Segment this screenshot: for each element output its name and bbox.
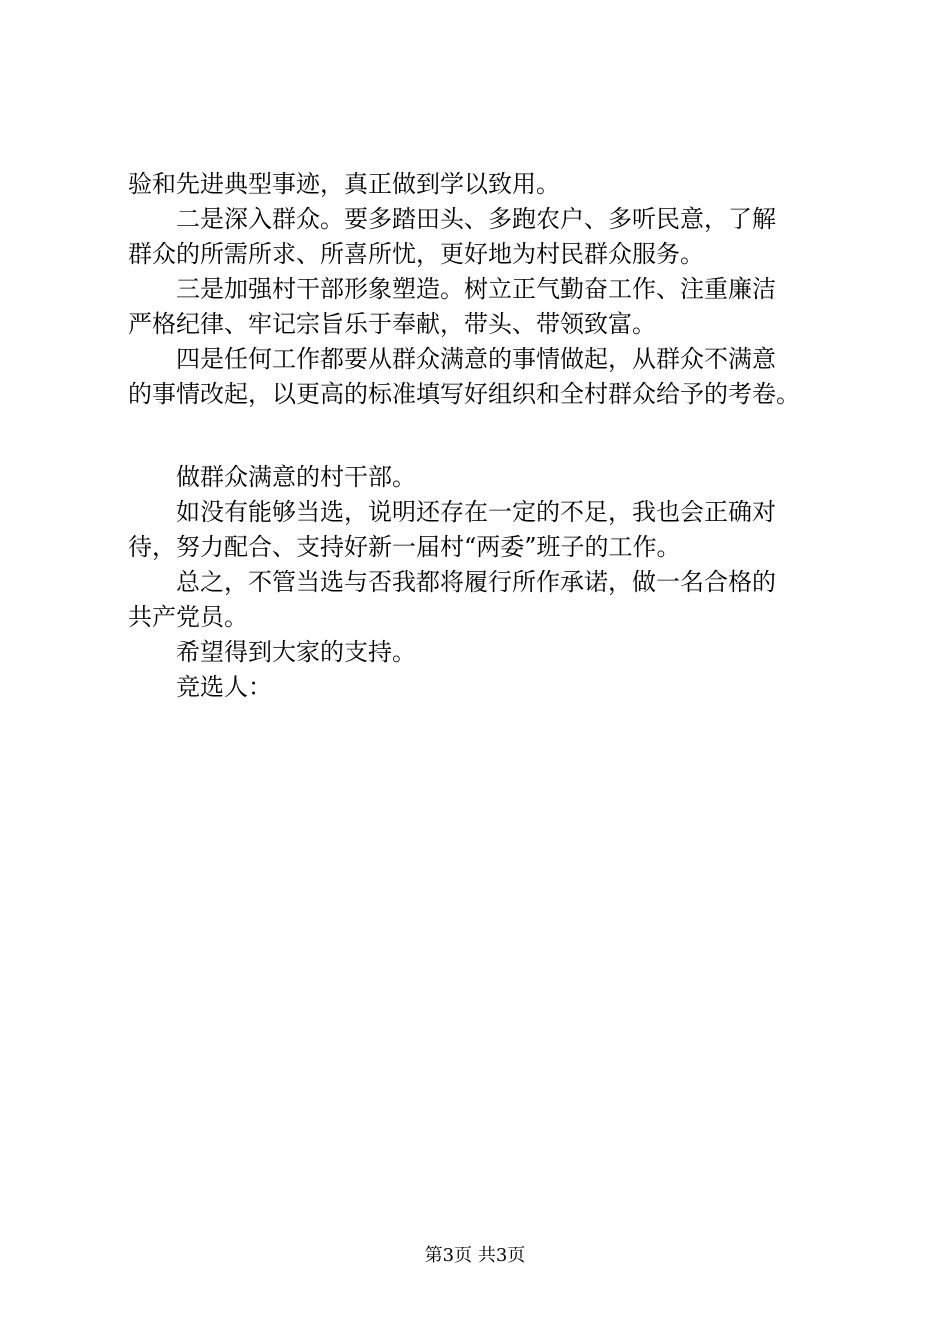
document-body [128, 167, 848, 705]
paragraph-line: 希望得到大家的支持。 [176, 638, 416, 666]
paragraph-line: 三是加强村干部形象塑造。树立正气勤奋工作、注重廉洁 [176, 275, 776, 303]
paragraph-line: 二是深入群众。要多踏田头、多跑农户、多听民意，了解 [176, 205, 776, 233]
page-footer: 第3页 共3页 [424, 1245, 526, 1266]
signature-label: 竞选人： [176, 673, 272, 701]
paragraph-line: 的事情改起，以更高的标准填写好组织和全村群众给予的考卷。 [128, 380, 800, 408]
paragraph-line: 验和先进典型事迹，真正做到学以致用。 [128, 170, 560, 198]
paragraph-line: 严格纪律、牢记宗旨乐于奉献，带头、带领致富。 [128, 310, 656, 338]
paragraph-line: 群众的所需所求、所喜所忧，更好地为村民群众服务。 [128, 240, 704, 268]
paragraph-gap [128, 412, 848, 460]
paragraph-line: 做群众满意的村干部。 [176, 463, 416, 491]
paragraph-line: 如没有能够当选，说明还存在一定的不足，我也会正确对 [176, 498, 776, 526]
paragraph-line: 待，努力配合、支持好新一届村“两委”班子的工作。 [128, 533, 681, 561]
paragraph-line: 共产党员。 [128, 603, 248, 631]
paragraph-line: 总之，不管当选与否我都将履行所作承诺，做一名合格的 [176, 568, 776, 596]
paragraph-line: 四是任何工作都要从群众满意的事情做起，从群众不满意 [176, 345, 776, 373]
